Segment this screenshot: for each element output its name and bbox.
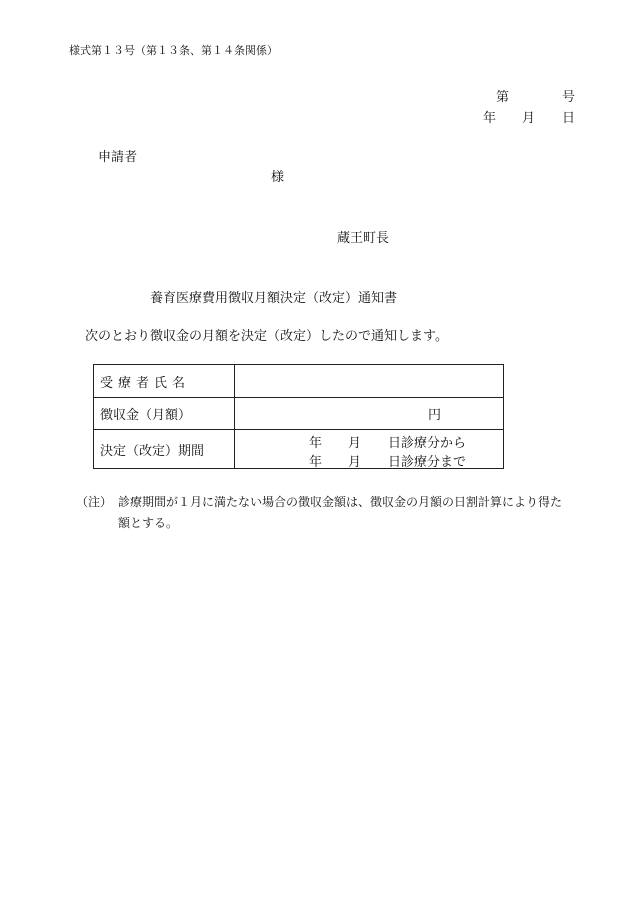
- table-row-recipient: [94, 365, 504, 398]
- period-value-cell: [235, 430, 504, 469]
- period-values: [241, 430, 503, 468]
- date-month-label: 月: [522, 111, 536, 126]
- period-from-text: 日診療分から: [388, 436, 467, 451]
- applicant-label: 申請者: [98, 150, 138, 165]
- date-year-label: 年: [483, 111, 497, 126]
- period-from-year: 年: [309, 436, 323, 451]
- recipient-value-cell: [235, 365, 504, 398]
- honorific-sama: 様: [271, 170, 285, 185]
- body-text: 次のとおり徴収金の月額を決定（改定）したので通知します。: [85, 329, 448, 344]
- form-number: 様式第１３号（第１３条、第１４条関係）: [69, 44, 278, 57]
- amount-value-cell: [235, 398, 504, 430]
- amount-label-cell: [94, 398, 235, 430]
- document-number-label: 第: [496, 90, 510, 105]
- period-to-year: 年: [309, 455, 323, 470]
- date-day-label: 日: [562, 111, 576, 126]
- info-table: [93, 364, 504, 469]
- period-to-text: 日診療分まで: [388, 455, 467, 470]
- note-line-1: 診療期間が１月に満たない場合の徴収金額は、徴収金の月額の日割計算により得た: [118, 495, 563, 509]
- note-line-2: 額とする。: [118, 516, 179, 530]
- table-row-period: [94, 430, 504, 469]
- amount-label: 徴収金（月額）: [100, 408, 192, 423]
- document-title: 養育医療費用徴収月額決定（改定）通知書: [150, 291, 398, 306]
- recipient-label-cell: [94, 365, 235, 398]
- period-to-month: 月: [348, 455, 362, 470]
- period-from-month: 月: [348, 436, 362, 451]
- amount-unit: 円: [427, 408, 441, 423]
- period-label-cell: [94, 430, 235, 469]
- period-label: 決定（改定）期間: [100, 443, 205, 459]
- table-row-amount: [94, 398, 504, 430]
- issuer-name: 蔵王町長: [337, 231, 390, 246]
- recipient-label: 受療者氏名: [100, 375, 191, 391]
- note-mark: （注）: [76, 495, 113, 509]
- document-number-suffix: 号: [562, 90, 576, 105]
